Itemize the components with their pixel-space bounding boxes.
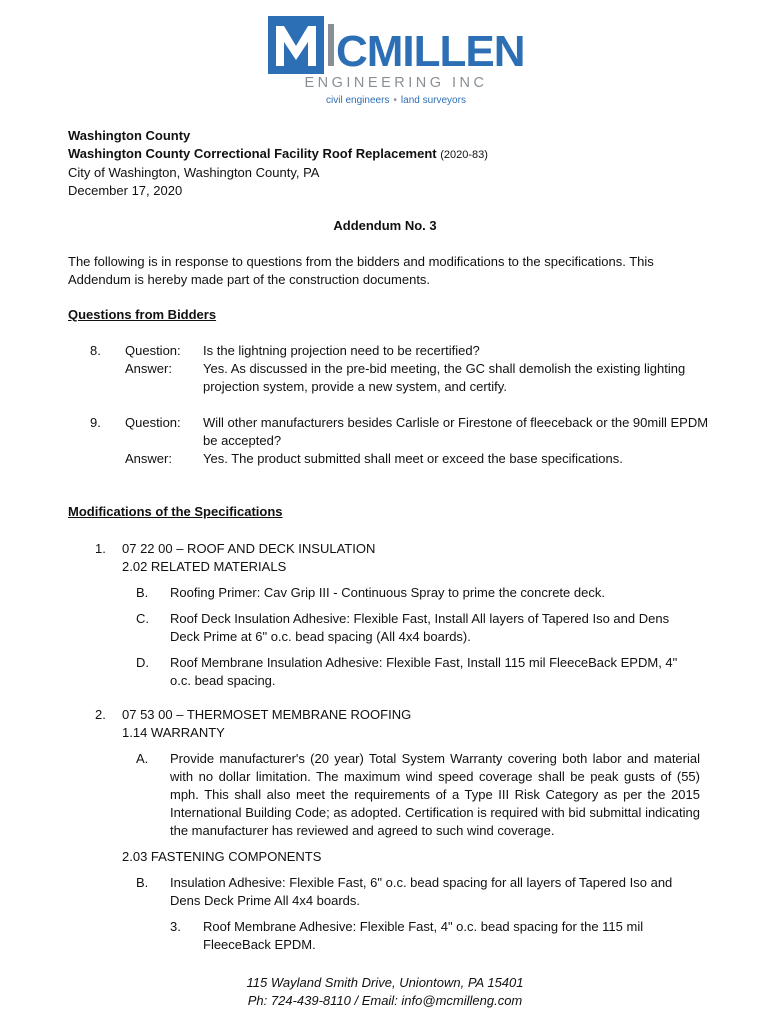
company-logo [268, 16, 525, 108]
spec-item [68, 654, 708, 690]
spec-subitem [68, 918, 708, 954]
subitem-text: Roof Membrane Adhesive: Flexible Fast, 4" o.c. bead spacing for the 115 mil FleeceBack EPDM. [203, 919, 644, 952]
document-date: December 17, 2020 [68, 183, 183, 198]
modification-header [68, 540, 708, 558]
question-label: Question: [125, 415, 181, 430]
project-number: (2020-83) [440, 149, 488, 161]
project-title: Washington County Correctional Facility Roof Replacement [68, 146, 437, 161]
questions-heading: Questions from Bidders [68, 307, 217, 322]
item-letter: C. [136, 611, 149, 626]
modifications-heading: Modifications of the Specifications [68, 504, 283, 519]
logo-tagline [298, 92, 494, 110]
spec-item [68, 584, 708, 602]
answer-label: Answer: [125, 451, 172, 466]
answer-text: Yes. The product submitted shall meet or exceed the base specifications. [203, 451, 623, 466]
page-footer [0, 974, 770, 1010]
question-number: 8. [90, 343, 101, 358]
intro-paragraph: The following is in response to questions from the bidders and modifications to the specifications. This Addendum is hereby made part of the construction documents. [68, 254, 654, 287]
footer-contact: Ph: 724-439-8110 / Email: info@mcmilleng.com [247, 993, 523, 1008]
bullet-icon: • [393, 95, 397, 106]
spec-subsection: 1.14 WARRANTY [122, 725, 225, 740]
logo-subtitle: ENGINEERING INC [304, 75, 488, 91]
item-letter: B. [136, 875, 149, 890]
spec-section-title: 07 22 00 – ROOF AND DECK INSULATION [122, 541, 376, 556]
answer-row [68, 360, 708, 396]
answer-label: Answer: [125, 361, 172, 376]
item-text: Roof Membrane Insulation Adhesive: Flexible Fast, Install 115 mil FleeceBack EPDM, 4" o.c. bead spacing. [170, 655, 678, 688]
document-header [68, 127, 708, 200]
footer-address: 115 Wayland Smith Drive, Uniontown, PA 15401 [246, 975, 524, 990]
project-line [68, 145, 708, 164]
question-row [68, 342, 708, 360]
spec-item [68, 874, 708, 910]
item-letter: B. [136, 585, 149, 600]
item-letter: D. [136, 655, 149, 670]
modification-number: 2. [95, 707, 106, 722]
item-text: Insulation Adhesive: Flexible Fast, 6" o.c. bead spacing for all layers of Tapered Iso and Dens Deck Prime All 4x4 boards. [170, 875, 673, 908]
question-row [68, 414, 708, 450]
modification-number: 1. [95, 541, 106, 556]
item-text: Roof Deck Insulation Adhesive: Flexible Fast, Install All layers of Tapered Iso and Dens Deck Prime at 6" o.c. bead spacing (All 4x4 boards). [170, 611, 670, 644]
item-text: Roofing Primer: Cav Grip III - Continuous Spray to prime the concrete deck. [170, 585, 605, 600]
item-text: Provide manufacturer's (20 year) Total System Warranty covering both labor and material with no dollar limitation. The maximum wind speed coverage shall be peak gusts of (55) mph. This shall also meet the requirements of a Type III Risk Category as per the 2015 International Building Code; as adopted. Certification is required with bid submittal indicating the manufacturer has reviewed and agreed to such wind coverage. [170, 751, 700, 838]
question-text: Will other manufacturers besides Carlisle or Firestone of fleeceback or the 90mill EPDM be accepted? [203, 415, 709, 448]
modification-1 [68, 540, 708, 690]
question-block-8 [68, 342, 708, 396]
subitem-number: 3. [170, 919, 181, 934]
logo-mark [268, 16, 525, 76]
spec-section-title: 07 53 00 – THERMOSET MEMBRANE ROOFING [122, 707, 412, 722]
spec-subsection: 2.02 RELATED MATERIALS [122, 559, 287, 574]
owner-name: Washington County [68, 128, 191, 143]
question-block-9 [68, 414, 708, 468]
addendum-title: Addendum No. 3 [333, 218, 437, 233]
modification-2 [68, 706, 708, 954]
item-letter: A. [136, 751, 149, 766]
project-location: City of Washington, Washington County, PA [68, 165, 320, 180]
svg-text:CMILLEN: CMILLEN [336, 27, 525, 76]
question-number: 9. [90, 415, 101, 430]
answer-row [68, 450, 708, 468]
question-text: Is the lightning projection need to be recertified? [203, 343, 480, 358]
modification-header [68, 706, 708, 724]
logo-tag-left: civil engineers [326, 95, 390, 106]
spec-subsection: 2.03 FASTENING COMPONENTS [122, 849, 322, 864]
spec-item [68, 750, 708, 840]
spec-item [68, 610, 708, 646]
question-label: Question: [125, 343, 181, 358]
answer-text: Yes. As discussed in the pre-bid meeting, the GC shall demolish the existing lighting projection system, provide a new system, and certify. [203, 361, 686, 394]
logo-tag-right: land surveyors [400, 95, 466, 106]
